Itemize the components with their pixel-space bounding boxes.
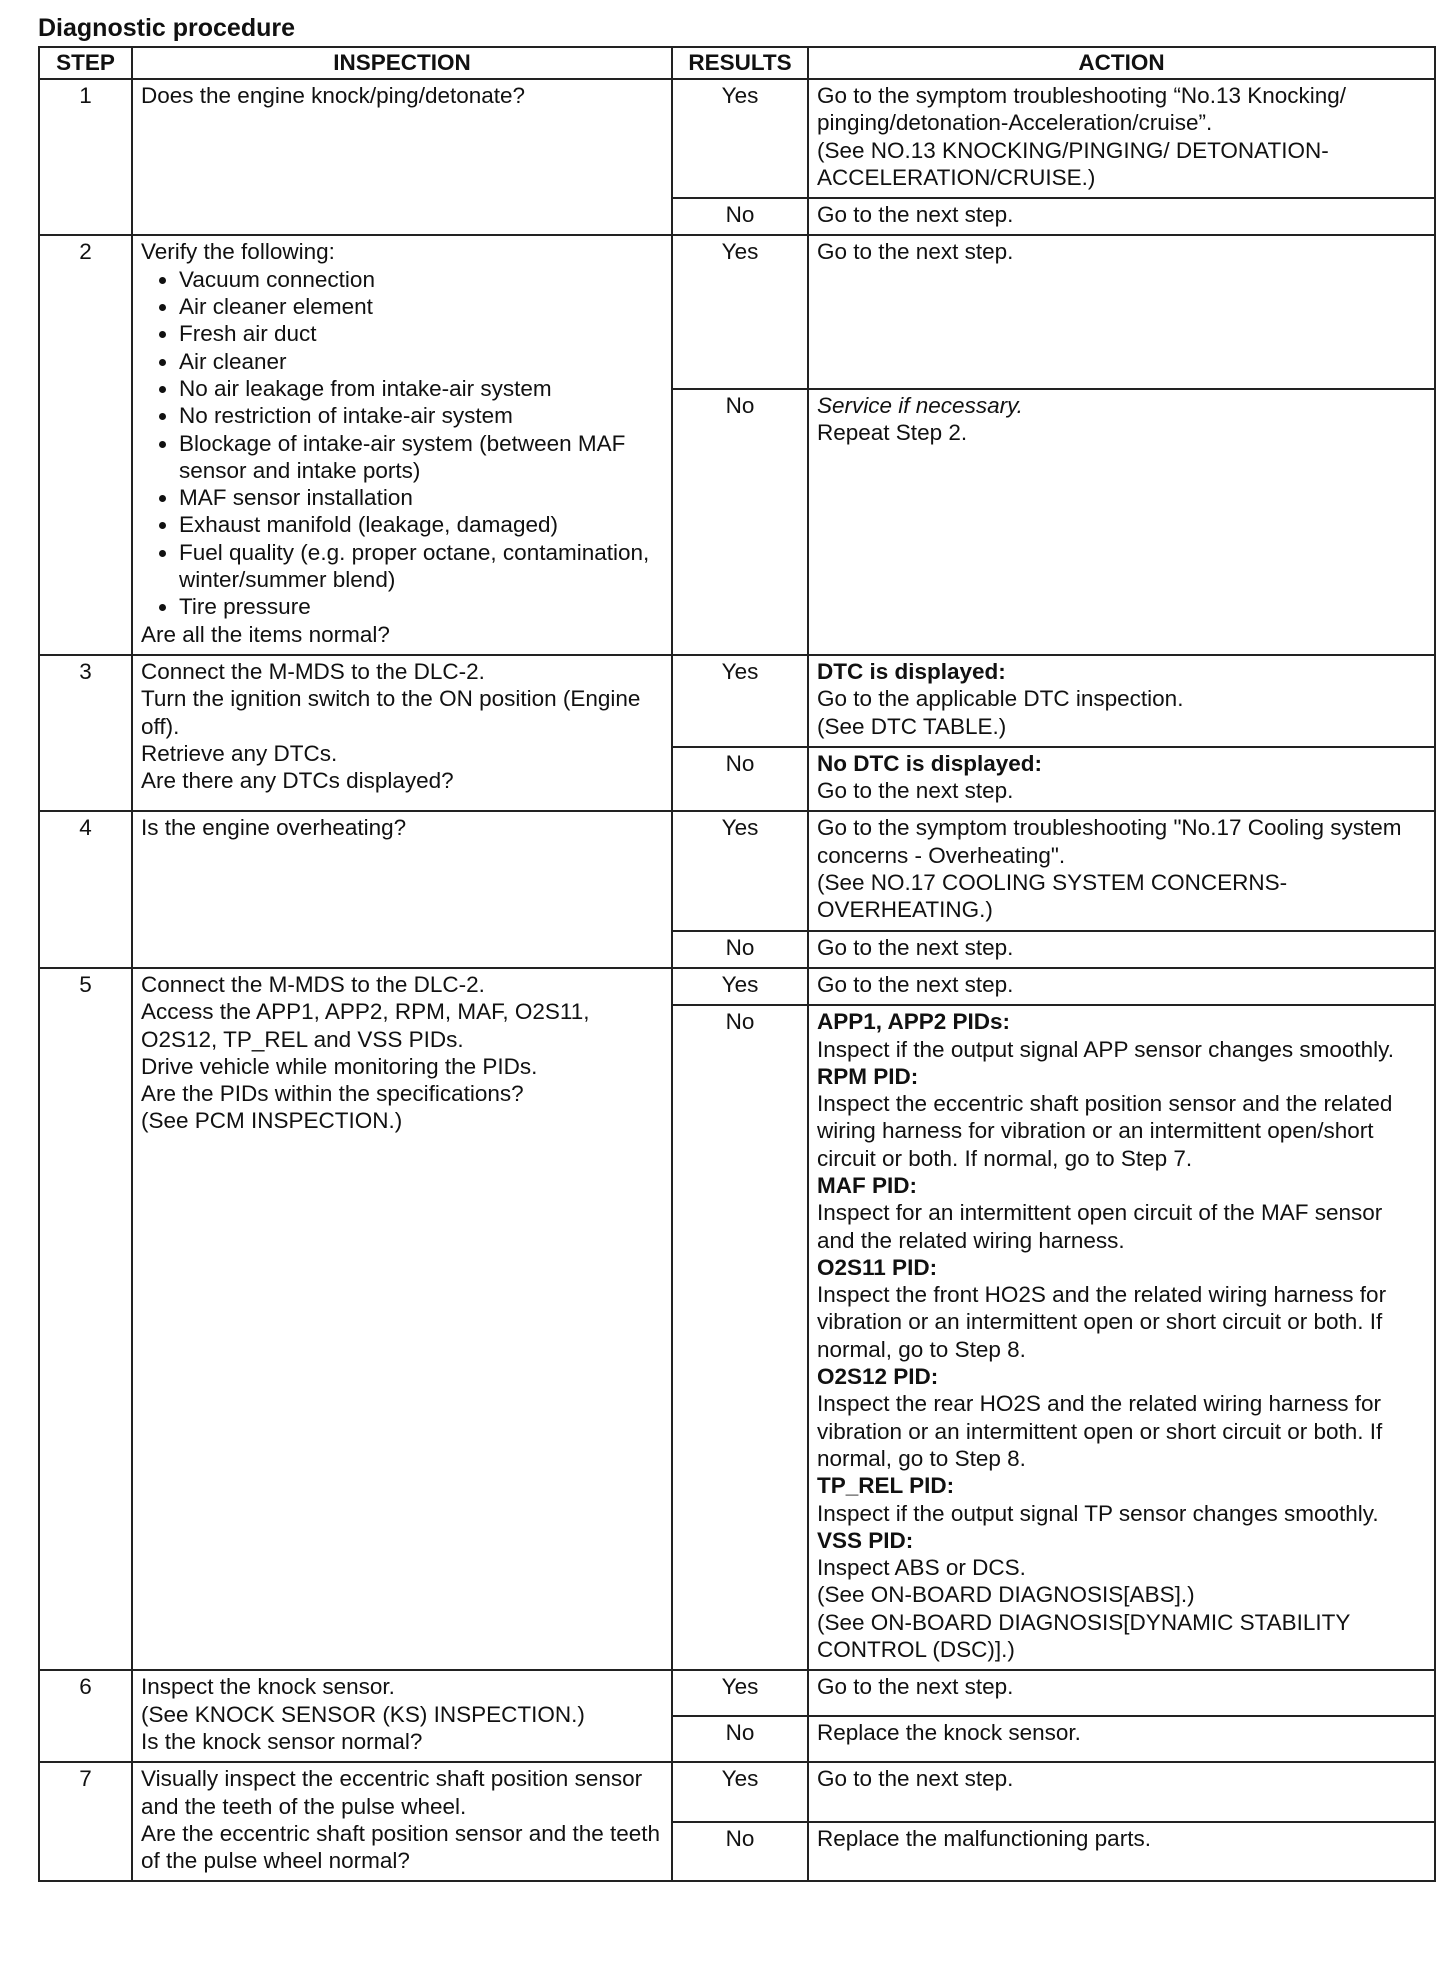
action-text: Go to the applicable DTC inspection. xyxy=(817,686,1184,712)
action-no-cell xyxy=(808,1005,1435,1670)
pid-heading-maf: MAF PID: xyxy=(817,1172,917,1198)
step-6-group xyxy=(39,1670,1435,1762)
step-7-group xyxy=(39,1762,1435,1881)
action-yes-cell xyxy=(808,811,1435,930)
step-number: 5 xyxy=(39,968,132,1670)
inspection-question: Are the eccentric shaft position sensor and the teeth of the pulse wheel normal? xyxy=(141,1820,661,1874)
inspection-cell xyxy=(132,79,672,235)
inspection-text: Connect the M-MDS to the DLC-2. xyxy=(141,658,485,684)
pid-instruction: Inspect the eccentric shaft position sensor and the related wiring harness for vibration or an intermittent open/short circuit or both. If normal, go to Step 7. xyxy=(817,1091,1393,1171)
action-yes-cell xyxy=(808,1670,1435,1716)
pid-heading-rpm: RPM PID: xyxy=(817,1063,919,1089)
action-yes-cell xyxy=(808,1762,1435,1822)
table-row xyxy=(39,655,1435,747)
action-no-cell xyxy=(808,389,1435,655)
result-yes: Yes xyxy=(672,811,808,930)
result-no: No xyxy=(672,1005,808,1670)
action-reference-link[interactable]: (See DTC TABLE.) xyxy=(817,713,1007,739)
action-yes-cell xyxy=(808,655,1435,747)
action-text: Go to the next step. xyxy=(817,934,1014,960)
inspection-question: Are the PIDs within the specifications? xyxy=(141,1081,524,1107)
table-row xyxy=(39,1762,1435,1822)
result-yes: Yes xyxy=(672,79,808,198)
result-yes: Yes xyxy=(672,1762,808,1822)
step-number: 4 xyxy=(39,811,132,967)
action-text: Go to the symptom troubleshooting “No.13 Knocking/ pinging/detonation-Acceleration/cruise”. xyxy=(817,83,1347,136)
action-text: Go to the next step. xyxy=(817,1674,1014,1700)
action-text: Go to the next step. xyxy=(817,202,1014,228)
pid-instruction: Inspect the rear HO2S and the related wiring harness for vibration or an intermittent open or short circuit or both. If normal, go to Step 8. xyxy=(817,1391,1383,1471)
action-no-cell xyxy=(808,1716,1435,1762)
column-header-inspection: INSPECTION xyxy=(132,47,672,79)
list-item: • Exhaust manifold (leakage, damaged) xyxy=(179,511,663,538)
page-title: Diagnostic procedure xyxy=(38,14,295,42)
action-reference-link[interactable]: (See NO.13 KNOCKING/PINGING/ DETONATION-ACCELERATION/CRUISE.) xyxy=(817,137,1329,190)
inspection-question: Is the engine overheating? xyxy=(141,815,407,841)
result-yes: Yes xyxy=(672,1670,808,1716)
result-yes: Yes xyxy=(672,655,808,747)
action-text: Go to the next step. xyxy=(817,239,1014,265)
step-number: 3 xyxy=(39,655,132,811)
list-item: • Vacuum connection xyxy=(179,266,663,293)
table-row xyxy=(39,968,1435,1005)
pid-heading-vss: VSS PID: xyxy=(817,1527,914,1553)
inspection-question: Are there any DTCs displayed? xyxy=(141,768,454,794)
action-yes-cell xyxy=(808,968,1435,1005)
action-no-cell xyxy=(808,198,1435,235)
pid-heading-o2s12: O2S12 PID: xyxy=(817,1364,939,1390)
action-no-cell xyxy=(808,747,1435,812)
list-item: • No air leakage from intake-air system xyxy=(179,375,663,402)
inspection-text: Inspect the knock sensor. xyxy=(141,1674,395,1700)
inspection-question: Is the knock sensor normal? xyxy=(141,1728,423,1754)
result-no: No xyxy=(672,389,808,655)
inspection-reference-link[interactable]: (See KNOCK SENSOR (KS) INSPECTION.) xyxy=(141,1701,585,1727)
list-item: • Blockage of intake-air system (between MAF sensor and intake ports) xyxy=(179,430,663,485)
result-no: No xyxy=(672,1822,808,1882)
step-1-group xyxy=(39,79,1435,235)
step-number: 1 xyxy=(39,79,132,235)
step-number: 7 xyxy=(39,1762,132,1881)
inspection-cell xyxy=(132,1670,672,1762)
result-no: No xyxy=(672,198,808,235)
inspection-cell xyxy=(132,1762,672,1881)
inspection-checklist xyxy=(141,266,663,621)
list-item: • Fresh air duct xyxy=(179,320,663,347)
pid-instruction: Inspect the front HO2S and the related wiring harness for vibration or an intermittent open or short circuit or both. If normal, go to Step 8. xyxy=(817,1282,1387,1362)
action-reference-link[interactable]: (See ON-BOARD DIAGNOSIS[DYNAMIC STABILITY CONTROL (DSC)].) xyxy=(817,1609,1351,1663)
action-no-cell xyxy=(808,931,1435,968)
step-number: 2 xyxy=(39,235,132,654)
list-item: • Air cleaner element xyxy=(179,293,663,320)
table-row xyxy=(39,811,1435,930)
action-text: Go to the next step. xyxy=(817,971,1014,997)
list-item: • Fuel quality (e.g. proper octane, contamination, winter/summer blend) xyxy=(179,539,663,594)
diagnostic-procedure-table xyxy=(38,46,1436,1882)
pid-instruction: Inspect if the output signal TP sensor changes smoothly. xyxy=(817,1500,1379,1526)
list-item: • MAF sensor installation xyxy=(179,484,663,511)
inspection-cell xyxy=(132,968,672,1670)
table-row xyxy=(39,79,1435,198)
action-yes-cell xyxy=(808,79,1435,198)
action-reference-link[interactable]: (See NO.17 COOLING SYSTEM CONCERNS-OVERHEATING.) xyxy=(817,870,1288,923)
step-2-group xyxy=(39,235,1435,654)
action-text: Replace the knock sensor. xyxy=(817,1720,1081,1746)
step-5-group xyxy=(39,968,1435,1670)
inspection-text: Turn the ignition switch to the ON position (Engine off). xyxy=(141,686,641,739)
step-4-group xyxy=(39,811,1435,967)
action-yes-cell xyxy=(808,235,1435,389)
inspection-text: Connect the M-MDS to the DLC-2. xyxy=(141,971,485,997)
inspection-reference-link[interactable]: (See PCM INSPECTION.) xyxy=(141,1108,403,1134)
column-header-action: ACTION xyxy=(808,47,1435,79)
list-item: • No restriction of intake-air system xyxy=(179,402,663,429)
action-heading: No DTC is displayed: xyxy=(817,750,1043,776)
inspection-text: Drive vehicle while monitoring the PIDs. xyxy=(141,1053,538,1079)
list-item: • Air cleaner xyxy=(179,348,663,375)
inspection-cell xyxy=(132,811,672,967)
step-3-group xyxy=(39,655,1435,811)
inspection-text: Does the engine knock/ping/detonate? xyxy=(141,83,526,108)
result-no: No xyxy=(672,747,808,812)
inspection-cell xyxy=(132,235,672,654)
action-text: Repeat Step 2. xyxy=(817,420,968,446)
result-yes: Yes xyxy=(672,968,808,1005)
inspection-text: Retrieve any DTCs. xyxy=(141,740,338,766)
pid-instruction: Inspect for an intermittent open circuit of the MAF sensor and the related wiring harness. xyxy=(817,1200,1383,1253)
pid-instruction: Inspect if the output signal APP sensor changes smoothly. xyxy=(817,1036,1395,1062)
table-header-row xyxy=(39,47,1435,79)
result-yes: Yes xyxy=(672,235,808,389)
pid-instruction: Inspect ABS or DCS. xyxy=(817,1555,1026,1581)
column-header-results: RESULTS xyxy=(672,47,808,79)
action-text: Go to the symptom troubleshooting "No.17 Cooling system concerns - Overheating". xyxy=(817,815,1402,868)
pid-heading-tp-rel: TP_REL PID: xyxy=(817,1473,955,1499)
step-number: 6 xyxy=(39,1670,132,1762)
table-row xyxy=(39,235,1435,389)
column-header-step: STEP xyxy=(39,47,132,79)
document-page xyxy=(38,12,1434,1882)
action-no-cell xyxy=(808,1822,1435,1882)
list-item: • Tire pressure xyxy=(179,593,663,620)
result-no: No xyxy=(672,931,808,968)
pid-heading-app: APP1, APP2 PIDs: xyxy=(817,1009,1010,1035)
inspection-text: Verify the following: xyxy=(141,239,335,265)
action-reference-link[interactable]: (See ON-BOARD DIAGNOSIS[ABS].) xyxy=(817,1582,1195,1608)
action-text: Go to the next step. xyxy=(817,778,1014,804)
action-text: Go to the next step. xyxy=(817,1766,1014,1792)
action-text: Replace the malfunctioning parts. xyxy=(817,1825,1151,1851)
inspection-question: Are all the items normal? xyxy=(141,621,390,647)
pid-heading-o2s11: O2S11 PID: xyxy=(817,1254,938,1280)
result-no: No xyxy=(672,1716,808,1762)
table-row xyxy=(39,1670,1435,1716)
action-text: Service if necessary. xyxy=(817,393,1023,419)
inspection-text: Access the APP1, APP2, RPM, MAF, O2S11, O2S12, TP_REL and VSS PIDs. xyxy=(141,999,590,1052)
action-heading: DTC is displayed: xyxy=(817,658,1006,684)
inspection-text: Visually inspect the eccentric shaft position sensor and the teeth of the pulse wheel. xyxy=(141,1766,643,1819)
inspection-cell xyxy=(132,655,672,811)
